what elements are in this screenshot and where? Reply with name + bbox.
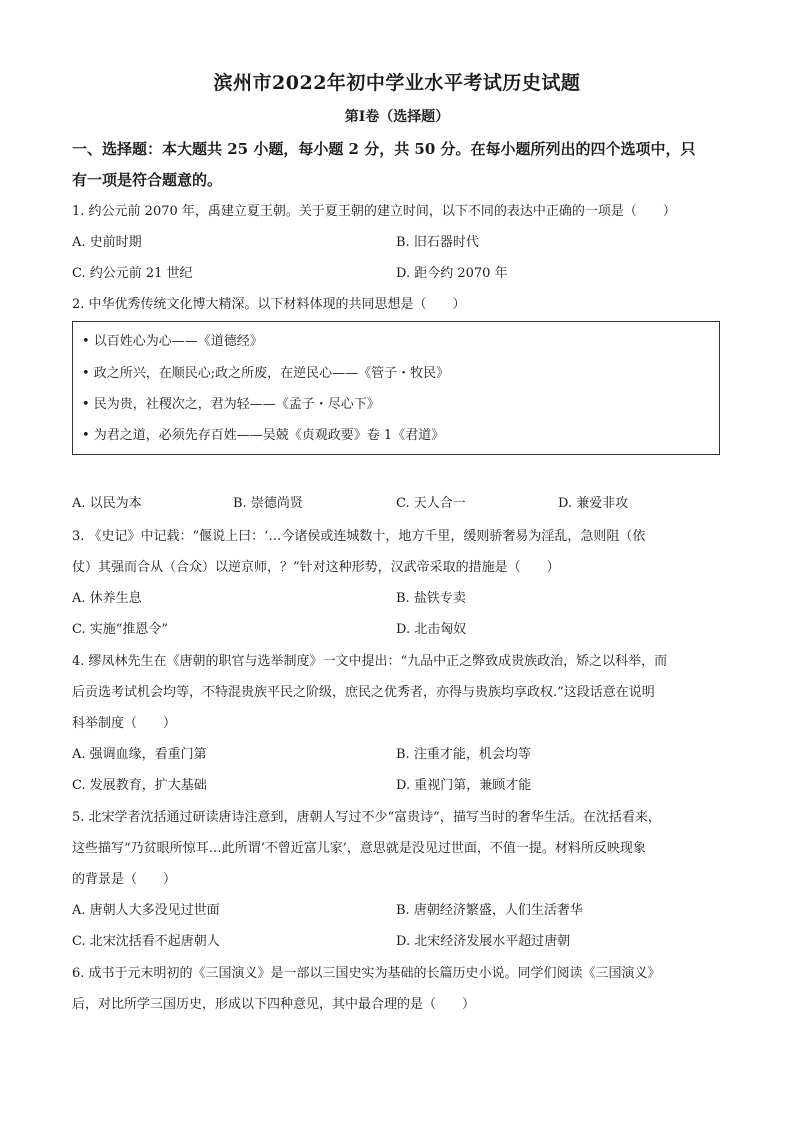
question-3-option-c[interactable]: C. 实施“推恩令” [72,622,169,637]
question-3-stem-line2: 仗）其强而合从（合众）以逆京师，？”针对这种形势，汉武帝采取的措施是（ ） [72,560,560,575]
question-4-option-a[interactable]: A. 强调血缘，看重门第 [72,747,207,762]
question-4-stem-line1: 4. 缪凤林先生在《唐朝的职官与选举制度》一文中提出：“九品中正之弊致成贵族政治，矫之以科举，而 [72,654,668,669]
question-2-option-d[interactable]: D. 兼爱非攻 [558,496,629,511]
question-5-stem-line1: 5. 北宋学者沈括通过研读唐诗注意到，唐朝人写过不少“富贵诗”，描写当时的奢华生活。在沈括看来， [72,810,661,825]
question-2-quote: • 民为贵，社稷次之，君为轻——《孟子・尽心下》 [82,397,380,412]
question-3-option-a[interactable]: A. 休养生息 [72,591,142,606]
question-4-option-c[interactable]: C. 发展教育，扩大基础 [72,778,207,793]
question-1-option-b[interactable]: B. 旧石器时代 [396,235,479,250]
question-5-option-b[interactable]: B. 唐朝经济繁盛，人们生活奢华 [396,903,583,918]
question-1-option-d[interactable]: D. 距今约 2070 年 [396,266,508,281]
question-3-stem-line1: 3. 《史记》中记载：“偃说上曰：‘…今诸侯或连城数十，地方千里，缓则骄奢易为淫乱，急则阻（依 [72,529,646,544]
question-1-stem: 1. 约公元前 2070 年，禹建立夏王朝。关于夏王朝的建立时间，以下不同的表达中正确的一项是（ ） [72,204,676,219]
question-4-option-d[interactable]: D. 重视门第，兼顾才能 [396,778,532,793]
question-2-option-a[interactable]: A. 以民为本 [72,496,142,511]
question-5-option-a[interactable]: A. 唐朝人大多没见过世面 [72,903,220,918]
question-2-option-c[interactable]: C. 天人合一 [396,496,466,511]
question-2-stem: 2. 中华优秀传统文化博大精深。以下材料体现的共同思想是（ ） [72,297,466,312]
section-instructions-line2: 有一项是符合题意的。 [72,171,223,189]
question-1-option-c[interactable]: C. 约公元前 21 世纪 [72,266,193,281]
section-instructions-line1: 一、选择题：本大题共 25 小题，每小题 2 分，共 50 分。在每小题所列出的四个选项中，只 [72,140,696,158]
question-1-option-a[interactable]: A. 史前时期 [72,235,142,250]
question-3-option-d[interactable]: D. 北击匈奴 [396,622,467,637]
question-3-option-b[interactable]: B. 盐铁专卖 [396,591,466,606]
question-4-option-b[interactable]: B. 注重才能，机会均等 [396,747,531,762]
question-5-stem-line2: 这些描写“乃贫眼所惊耳…此所谓‘不曾近富儿家’，意思就是没见过世面，不值一提。材料所反映现象 [72,841,646,856]
question-5-option-d[interactable]: D. 北宋经济发展水平超过唐朝 [396,934,571,949]
question-2-option-b[interactable]: B. 崇德尚贤 [233,496,303,511]
question-5-option-c[interactable]: C. 北宋沈括看不起唐朝人 [72,934,220,949]
question-6-stem-line1: 6. 成书于元末明初的《三国演义》是一部以三国史实为基础的长篇历史小说。同学们阅读《三国演义》 [72,966,661,981]
question-2-quote: • 为君之道，必须先存百姓——吴兢《贞观政要》卷 1《君道》 [82,428,445,443]
question-6-stem-line2: 后，对比所学三国历史，形成以下四种意见，其中最合理的是（ ） [72,997,476,1012]
exam-title: 滨州市2022年初中学业水平考试历史试题 [213,72,581,94]
question-5-stem-line3: 的背景是（ ） [72,872,177,887]
question-4-stem-line3: 科举制度（ ） [72,716,177,731]
exam-subtitle: 第I卷（选择题） [344,109,450,125]
question-2-quote: • 以百姓心为心——《道德经》 [82,334,263,349]
question-4-stem-line2: 后贡选考试机会均等，不特混贵族平民之阶级，庶民之优秀者，亦得与贵族均享政权.”这段话意在说明 [72,685,655,700]
question-2-quote: • 政之所兴，在顺民心;政之所废，在逆民心——《管子・牧民》 [82,366,450,381]
